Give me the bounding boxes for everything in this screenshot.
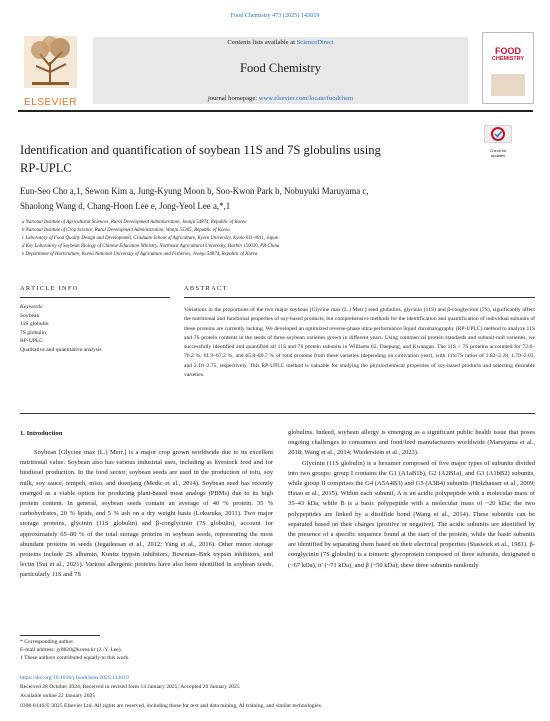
article-info-heading: ARTICLE INFO: [20, 285, 79, 292]
keywords-label: Keywords:: [20, 304, 45, 310]
footnote-corresponding: * Corresponding author.: [20, 639, 75, 645]
article-info-rule: [20, 297, 170, 298]
keywords-block: [20, 303, 102, 354]
received-dates: Received 28 October 2024; Received in revised form 14 January 2025; Accepted 20 January 2025: [20, 684, 240, 690]
authors-line-2: Shaolong Wang d, Chang-Hoon Lee e, Jong-Yeol Lee a,*,1: [20, 201, 231, 211]
journal-citation[interactable]: Food Chemistry 473 (2025) 143019: [230, 12, 320, 19]
section-heading-introduction: 1. Introduction: [20, 430, 63, 437]
cover-title-2: CHEMISTRY: [491, 56, 525, 62]
keyword: 7S globulin: [20, 329, 46, 336]
affiliation-b: b National Institute of Crop Science, Rural Development Administration, Wanju 55365, Republic of Korea: [22, 228, 230, 233]
elsevier-logo: [18, 32, 83, 108]
header-rule: [18, 110, 533, 112]
footnote-rule: [20, 635, 100, 636]
journal-homepage: journal homepage: www.elsevier.com/locate/foodchem: [207, 95, 354, 102]
check-updates-icon: [484, 125, 512, 143]
abstract-bottom-rule: [20, 413, 535, 414]
abstract-text: Variations in the proportions of the two major soybean [Glycine max (L.) Merr.] seed globulins, glycinin (11S) and β-conglycinin (7S), significantly affect the nutritional and functional properties of soy-based products, but comprehensive methods for the identification and quantification of individual subunits of these proteins are currently lacking. We developed an optimized reverse-phase ultra-performance liquid chromatography (RP-UPLC) method to analyze 11S and 7S protein contents in the seeds of three soybean varieties grown in different years. Using commercial protein standards and subunit-null varieties, we successfully identified and quantified all 11S and 7S protein subunits in Williams 82, Daepung, and Kwangan. The 11S + 7S proteins accounted for 72.6–76.2 %, 61.9–67.2 %, and 65.8–80.7 % of total proteins from these varieties (depending on cultivation year), with 11S/7S ratios of 1.82–2.28, 1.79–2.03, and 2.18–2.75, respectively. This RP-UPLC method is valuable for studying the physiochemical properties of soy-based products and selecting desirable varieties.: [184, 307, 535, 379]
copyright-notice: 0308-8146/© 2025 Elsevier Ltd. All rights are reserved, including those for text and data mining, AI training, and similar technologies.: [20, 703, 323, 709]
footnote-email[interactable]: E-mail address: jy0820@korea.kr (J.-Y. Lee).: [20, 647, 122, 653]
keyword: Qualitative and quantitative analysis: [20, 346, 102, 353]
affiliation-c: c Laboratory of Food Quality Design and Development, Graduate School of Agriculture, Kyoto University, Kyoto 611-0011, Japan: [22, 236, 279, 241]
doi-link[interactable]: https://doi.org/10.1016/j.foodchem.2025.143019: [20, 675, 129, 681]
intro-paragraph: Soybean [Glycine max (L.) Merr.] is a major crop grown worldwide due to its excellent nutritional value. Soybean also has various industrial uses, including as livestock feed and for biodiesel production. In the food sector, soybean seeds are used in the production of tofu, soy milk, soy sauce, tempeh, miso, and doenjang (Medic et al., 2014). Soybean seed has recently emerged as a viable option for producing plant-based meat analogs (PBMs) due to its high protein content. In general, soybean seeds contain an average of 40 % protein, 35 % carbohydrates, 20 % lipids, and 5 % ash on a dry weight basis (Lokuruka, 2011). Two major storage proteins, glycinin (11S globulin) and β-conglycinin (7S globulin), account for approximately 65–80 % of the total storage proteins in soybean seeds, representing the most abundant proteins in seeds (Jegadeesan et al., 2012; Yang et al., 2016). Other minor storage proteins include 2S albumin, Kunitz trypsin inhibitors, Bowman–Birk trypsin inhibitors, and lectin (Sui et al., 2021). Various allergenic proteins have also been identified in soybean seeds, particularly 11S and 7S: [20, 449, 273, 579]
author-list: [20, 184, 535, 214]
abstract-rule: [184, 297, 535, 298]
intro-paragraph: globulins. Indeed, soybean allergy is emerging as a significant public health issue that poses ongoing challenges to consumers and food/feed manufacturers worldwide (Maruyama et al., 2018; Wang et al., 2014; Wiederstein et al., 2023).: [288, 429, 535, 457]
intro-right-column: [288, 428, 535, 571]
journal-cover: [482, 32, 534, 104]
keyword: 11S globulin: [20, 321, 49, 327]
elsevier-tree-icon: [18, 32, 83, 92]
cover-title-1: FOOD: [495, 46, 521, 56]
abstract-heading: ABSTRACT: [184, 285, 228, 292]
publisher-name: ELSEVIER: [24, 97, 77, 108]
journal-banner: [93, 37, 468, 104]
keyword: RP-UPLC: [20, 338, 44, 344]
affiliation-e: e Department of Horticulture, Korea National University of Agriculture and Fisheries, Jeonju 54874, Republic of Korea: [22, 252, 258, 257]
affiliation-a: a National Institute of Agricultural Sciences, Rural Development Administration, Jeonju 54874, Republic of Korea: [22, 220, 247, 225]
available-online: Available online 22 January 2025: [20, 693, 96, 699]
authors-line-1: Eun-Seo Cho a,1, Sewon Kim a, Jung-Kyung Moon b, Soo-Kwon Park b, Nobuyuki Maruyama c,: [20, 186, 369, 196]
check-updates-label: Check for updates: [489, 148, 507, 158]
intro-paragraph: Glycinin (11S globulin) is a hexamer composed of five major types of subunits divided into two groups: group I contains the G1 (A1aB1b), G2 (A2B1a), and G3 (A1bB2) subunits, while group II comprises the G4 (A5A4B3) and G5 (A3B4) subunits (Holzhauser et al., 2009; Hsiao et al., 2015). Within each subunit, A is an acidic polypeptide with a molecular mass of 35–43 kDa, while B is a basic polypeptide with a molecular mass of ~20 kDa; the two polypeptides are linked by a disulfide bond (Wang et al., 2014). These subunits can be separated based on their charges (positive or negative). The acidic subunits are identified by the presence of a specific sequence found at the start of the protein, while the basic subunits are identified by separating them based on their electrical properties (Staswick et al., 1981). β-conglycinin (7S globulin) is a trimeric glycoprotein composed of three subunits, designated α (~67 kDa), α′ (~71 kDa), and β (~50 kDa); these three subunits randomly: [288, 459, 535, 569]
journal-name: Food Chemistry: [240, 61, 321, 75]
check-for-updates-badge[interactable]: [484, 125, 512, 158]
affiliation-d: d Key Laboratory of Soybean Biology of Chinese Education Ministry, Northeast Agricultural University, Harbin 150030, PR China: [22, 244, 280, 249]
sciencedirect-link[interactable]: ScienceDirect: [296, 39, 334, 46]
footnote-equal-contribution: 1 These authors contributed equally to this work.: [20, 655, 130, 661]
intro-left-column: [20, 448, 273, 581]
article-title: Identification and quantification of soybean 11S and 7S globulins using RP-UPLC: [20, 143, 381, 175]
keyword: Soybean: [20, 312, 40, 319]
contents-available: Contents lists available at ScienceDirect: [227, 39, 334, 46]
homepage-link[interactable]: www.elsevier.com/locate/foodchem: [258, 95, 354, 102]
